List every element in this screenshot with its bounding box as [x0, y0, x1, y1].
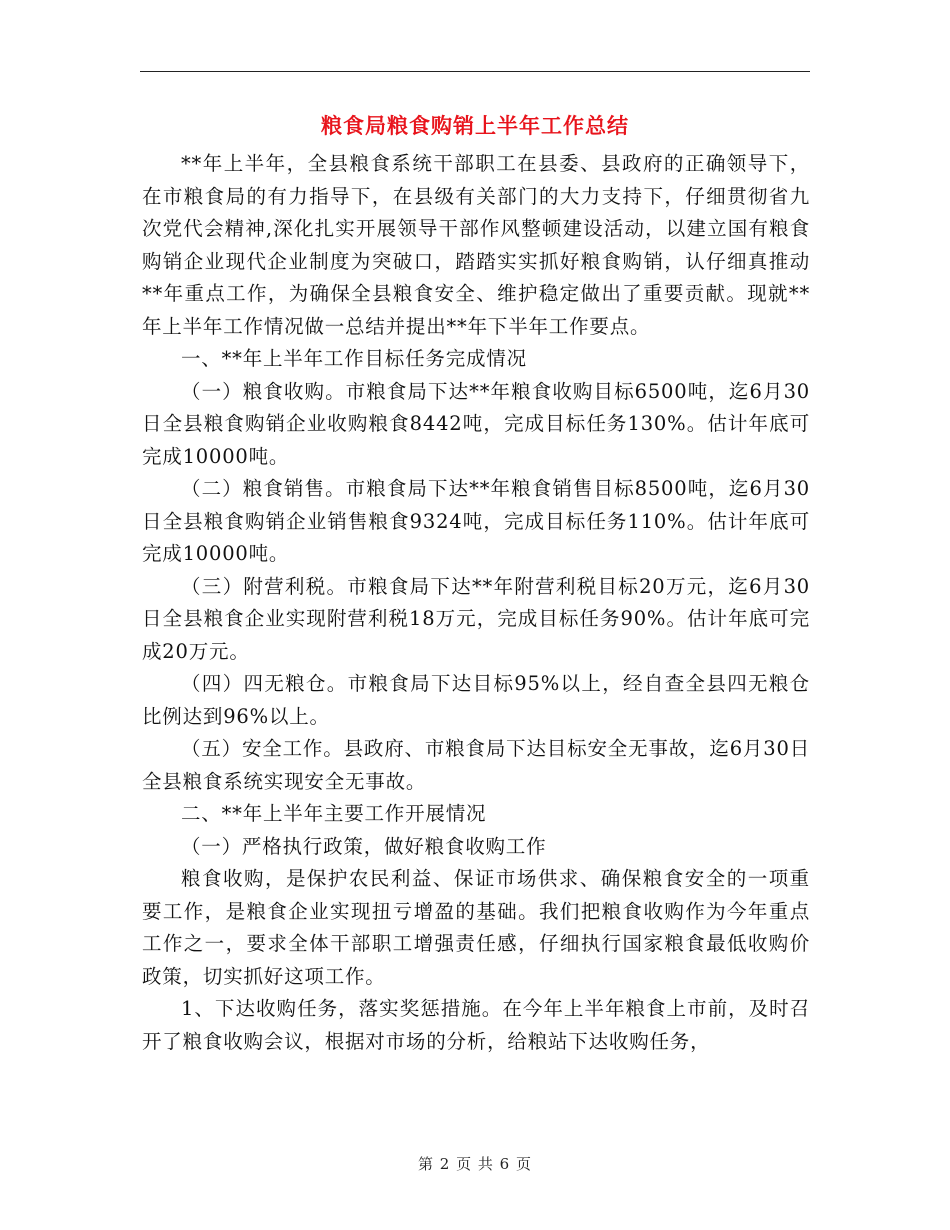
paragraph-granary: （四）四无粮仓。市粮食局下达目标95%以上，经自查全县四无粮仓比例达到96%以上。	[142, 672, 810, 728]
section-heading-1: 一、**年上半年工作目标任务完成情况	[181, 347, 527, 370]
paragraph-intro: **年上半年，全县粮食系统干部职工在县委、县政府的正确领导下，在市粮食局的有力指导下，在县级有关部门的大力支持下，仔细贯彻省九次党代会精神,深化扎实开展领导干部作风整顿建设活动，以建立国有粮食购销企业现代企业制度为突破口，踏踏实实抓好粮食购销，认仔细真推动**年重点工作，为确保全县粮食安全、维护稳定做出了重要贡献。现就**年上半年工作情况做一总结并提出**年下半年工作要点。	[142, 152, 810, 338]
paragraph-sales: （二）粮食销售。市粮食局下达**年粮食销售目标8500吨，迄6月30日全县粮食购销企业销售粮食9324吨，完成目标任务110%。估计年底可完成10000吨。	[142, 477, 810, 565]
document-body	[142, 148, 810, 1058]
document-title: 粮食局粮食购销上半年工作总结	[321, 114, 629, 138]
paragraph-tax: （三）附营利税。市粮食局下达**年附营利税目标20万元，迄6月30日全县粮食企业实现附营利税18万元，完成目标任务90%。估计年底可完成20万元。	[142, 574, 810, 663]
section-heading-2: 二、**年上半年主要工作开展情况	[181, 802, 487, 825]
header-rule	[140, 71, 810, 72]
page-footer: 第 2 页 共 6 页	[418, 1155, 532, 1173]
paragraph-purchase-policy: 粮食收购，是保护农民利益、保证市场供求、确保粮食安全的一项重要工作，是粮食企业实现扭亏增盈的基础。我们把粮食收购作为今年重点工作之一，要求全体干部职工增强责任感，仔细执行国家粮食最低收购价政策，切实抓好这项工作。	[142, 867, 810, 988]
subsection-heading-1: （一）严格执行政策，做好粮食收购工作	[181, 834, 547, 858]
paragraph-safety: （五）安全工作。县政府、市粮食局下达目标安全无事故，迄6月30日全县粮食系统实现安全无事故。	[142, 737, 810, 793]
paragraph-task-assignment: 1、下达收购任务，落实奖惩措施。在今年上半年粮食上市前，及时召开了粮食收购会议，根据对市场的分析，给粮站下达收购任务，	[142, 997, 810, 1053]
paragraph-purchase: （一）粮食收购。市粮食局下达**年粮食收购目标6500吨，迄6月30日全县粮食购销企业收购粮食8442吨，完成目标任务130%。估计年底可完成10000吨。	[142, 379, 810, 468]
